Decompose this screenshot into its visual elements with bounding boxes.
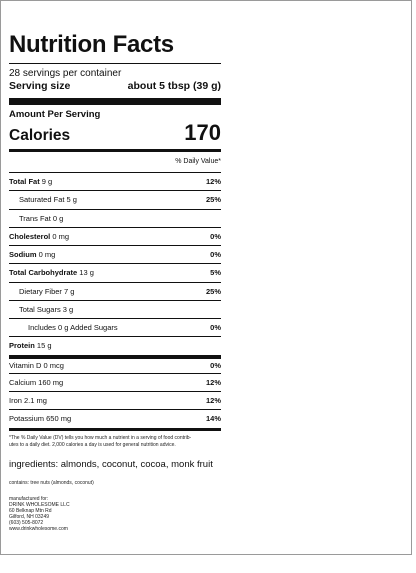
nutrient-name: Vitamin D 0 mcg [9,361,64,371]
nutrient-percent: 12% [205,396,221,406]
nutrient-name: Total Sugars 3 g [19,304,74,314]
manufacturer-line: Gilford, NH 03249 [9,513,50,520]
nutrient-amount: 9 g [39,177,53,187]
nutrient-percent: 0% [210,323,221,333]
calories-label: Calories [9,127,71,144]
nutrient-row [9,409,221,427]
serving-size-value: about 5 tbsp (39 g) [127,80,221,92]
nutrient-percent: 0% [210,361,221,371]
nutrient-percent: 5% [210,268,221,278]
nutrient-bold-name: Protein [9,341,35,351]
nutrient-row [9,355,221,373]
nutrient-percent: 25% [205,286,221,296]
nutrient-amount: 0 mg [36,250,56,260]
daily-value-header: % Daily Value* [175,158,221,165]
nutrient-name: Trans Fat 0 g [19,213,64,223]
nutrient-amount: 13 g [77,268,94,278]
manufacturer-line: manufactured for: [9,495,49,502]
daily-value-footnote [9,431,221,449]
nutrient-name: Potassium 650 mg [9,414,72,424]
footnote-line: utes to a daily diet. 2,000 calories a day is used for general nutrition advice. [9,441,176,448]
nutrient-row [9,336,221,354]
nutrient-bold-name: Sodium [9,250,37,260]
nutrient-percent: 14% [205,414,221,424]
serving-size-row [9,80,221,98]
nutrient-row [9,245,221,263]
nutrient-bold-name: Cholesterol [9,231,51,241]
nutrient-row [9,318,221,336]
calories-row [9,121,221,149]
nutrient-bold-name: Total Fat [9,177,40,187]
divider [9,63,221,64]
nutrient-percent: 0% [210,231,221,241]
nutrient-name: Dietary Fiber 7 g [19,286,75,296]
manufacturer-line: 60 Belknap Mtn Rd [9,507,52,514]
nutrient-row [9,373,221,391]
nutrient-name: Iron 2.1 mg [9,396,47,406]
manufacturer-info [9,496,221,532]
calories-value: 170 [184,120,221,145]
nutrient-row [9,172,221,190]
manufacturer-website: www.drinkwholesome.com [9,525,68,532]
label-title: Nutrition Facts [9,31,174,58]
manufacturer-line: (603) 505-8072 [9,519,44,526]
servings-per-container: 28 servings per container [9,68,122,79]
thick-divider [9,98,221,105]
nutrient-name: Saturated Fat 5 g [19,195,77,205]
nutrient-percent: 12% [205,177,221,187]
nutrient-row [9,227,221,245]
manufacturer-line: DRINK WHOLESOME LLC [9,501,70,508]
serving-size-label: Serving size [9,80,71,92]
nutrient-percent: 0% [210,250,221,260]
nutrient-percent: 25% [205,195,221,205]
nutrient-row [9,263,221,281]
nutrient-name: Calcium 160 mg [9,377,64,387]
nutrient-name: Includes 0 g Added Sugars [28,323,118,333]
allergen-statement: contains: tree nuts (almonds, coconut) [9,479,94,486]
amount-per-serving: Amount Per Serving [9,109,101,120]
nutrient-row [9,391,221,409]
footnote-line: *The % Daily Value (DV) tells you how much a nutrient in a serving of food contrib- [9,434,192,441]
nutrition-facts-label [9,30,221,532]
nutrient-row [9,300,221,318]
nutrient-row [9,282,221,300]
nutrient-row [9,209,221,227]
nutrient-bold-name: Total Carbohydrate [9,268,78,278]
ingredients: ingredients: almonds, coconut, cocoa, monk fruit [9,458,213,470]
nutrient-row [9,190,221,208]
nutrient-amount: 15 g [34,341,52,351]
nutrient-amount: 0 mg [50,231,70,241]
nutrient-percent: 12% [205,377,221,387]
